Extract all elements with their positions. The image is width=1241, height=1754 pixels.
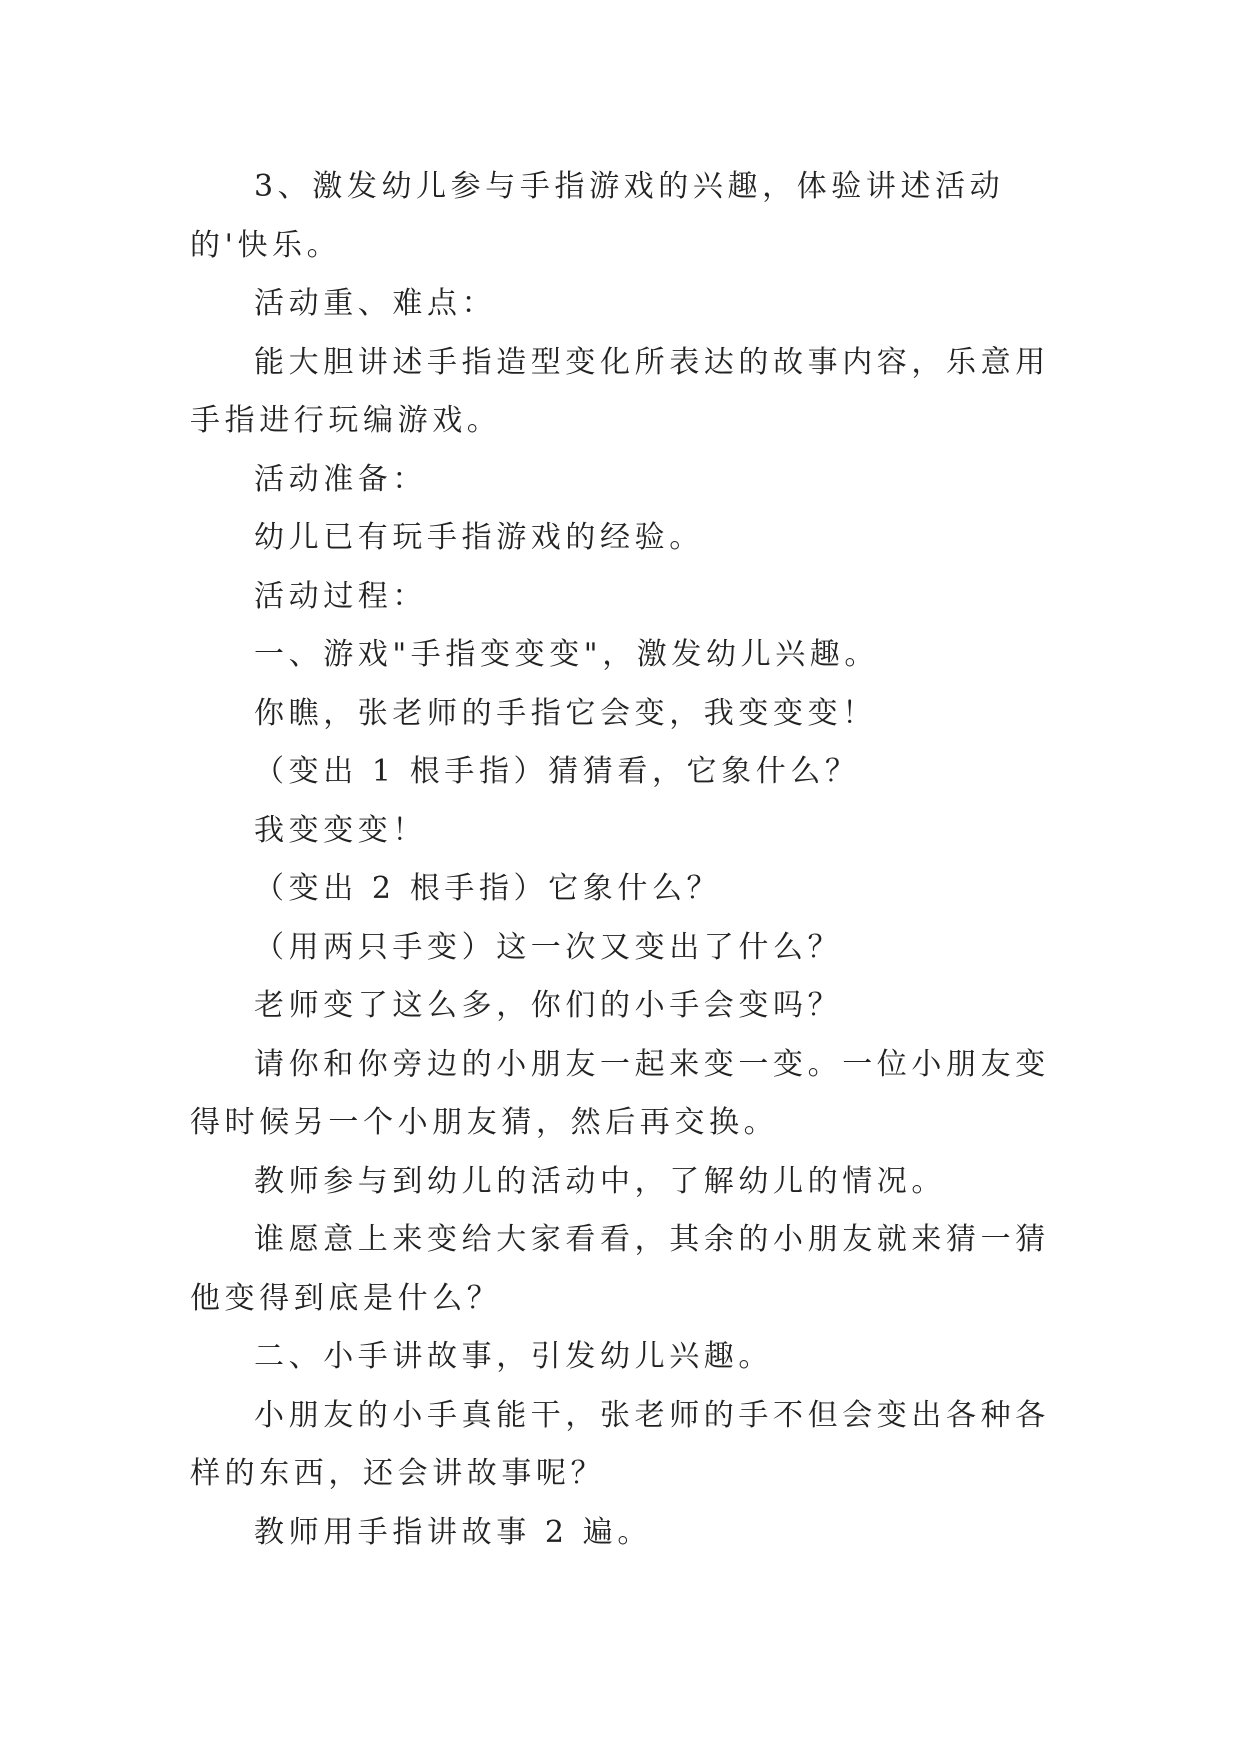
paragraph-key-points: 能大胆讲述手指造型变化所表达的故事内容，乐意用手指进行玩编游戏。: [190, 344, 1050, 438]
paragraph-pair-activity: 请你和你旁边的小朋友一起来变一变。一位小朋友变得时候另一个小朋友猜，然后再交换。: [190, 1046, 1050, 1140]
heading-key-points: 活动重、难点：: [254, 286, 497, 321]
paragraph-teacher-participation: 教师参与到幼儿的活动中，了解幼儿的情况。: [254, 1163, 946, 1199]
paragraph-teacher-line-6: 老师变了这么多，你们的小手会变吗？: [254, 988, 843, 1023]
document-body: [190, 158, 1060, 1562]
paragraph-teacher-line-4: （变出 2 根手指）它象什么？: [254, 871, 722, 906]
paragraph-story-telling: 教师用手指讲故事 2 遍。: [254, 1514, 652, 1550]
paragraph-teacher-line-3: 我变变变！: [254, 812, 427, 848]
section-heading-1: 一、游戏"手指变变变"，激发幼儿兴趣。: [254, 637, 879, 672]
paragraph-teacher-line-5: （用两只手变）这一次又变出了什么？: [254, 929, 843, 965]
heading-process: 活动过程：: [254, 578, 427, 614]
paragraph-teacher-line-1: 你瞧，张老师的手指它会变，我变变变！: [254, 695, 877, 731]
paragraph-preparation: 幼儿已有玩手指游戏的经验。: [254, 520, 704, 555]
section-heading-2: 二、小手讲故事，引发幼儿兴趣。: [254, 1339, 773, 1374]
paragraph-volunteer: 谁愿意上来变给大家看看，其余的小朋友就来猜一猜他变得到底是什么？: [190, 1222, 1050, 1316]
heading-preparation: 活动准备：: [254, 461, 427, 497]
paragraph-goal-3: 3、激发幼儿参与手指游戏的兴趣，体验讲述活动的'快乐。: [190, 169, 1005, 263]
paragraph-story-intro: 小朋友的小手真能干，张老师的手不但会变出各种各样的东西，还会讲故事呢？: [190, 1397, 1050, 1491]
paragraph-teacher-line-2: （变出 1 根手指）猜猜看，它象什么？: [254, 754, 860, 789]
